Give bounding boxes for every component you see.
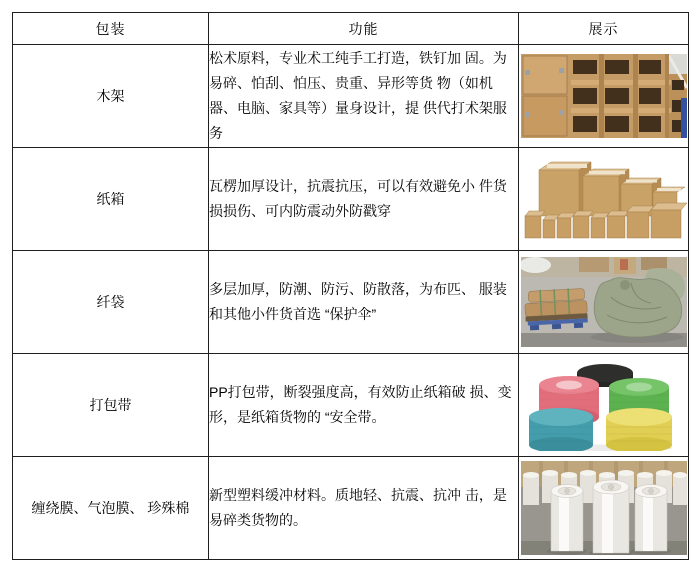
table-row (13, 45, 689, 148)
pp-strapping-rolls-photo (521, 359, 687, 451)
stretch-film-rolls-photo (521, 461, 687, 555)
packaging-name-cell: 缠绕膜、气泡膜、 珍殊棉 (13, 457, 209, 560)
packaging-name-cell: 打包带 (13, 354, 209, 457)
photo-cell (519, 354, 689, 457)
header-row (13, 13, 689, 45)
function-desc-cell: 多层加厚，防潮、防污、防散落，为布匹、 服装和其他小件货首选 “保护伞” (209, 251, 519, 354)
table-row (13, 148, 689, 251)
cardboard-boxes-photo (521, 154, 687, 244)
header-packaging: 包装 (13, 13, 209, 45)
header-display: 展示 (519, 13, 689, 45)
function-desc-cell: PP打包带，断裂强度高，有效防止纸箱破 损、变形，是纸箱货物的 “安全带。 (209, 354, 519, 457)
packaging-table-wrap (12, 12, 689, 560)
photo-cell (519, 45, 689, 148)
photo-cell (519, 457, 689, 560)
header-function: 功能 (209, 13, 519, 45)
packaging-name-cell: 木架 (13, 45, 209, 148)
function-desc-cell: 新型塑料缓冲材料。质地轻、抗震、抗冲 击，是易碎类货物的。 (209, 457, 519, 560)
function-desc-cell: 瓦楞加厚设计，抗震抗压，可以有效避免小 件货损损伤、可内防震动外防戳穿 (209, 148, 519, 251)
table-row (13, 354, 689, 457)
table-row (13, 251, 689, 354)
woven-fiber-bags-photo (521, 257, 687, 347)
packaging-name-cell: 纸箱 (13, 148, 209, 251)
photo-cell (519, 148, 689, 251)
photo-cell (519, 251, 689, 354)
packaging-name-cell: 纤袋 (13, 251, 209, 354)
function-desc-cell: 松术原料，专业术工纯手工打造，铁钉加 固。为易碎、怕刮、怕压、贵重、异形等货 物（如机器、电脑、家具等）量身设计，提 供代打术架服务 (209, 45, 519, 148)
packaging-table (12, 12, 689, 560)
table-row (13, 457, 689, 560)
wooden-crates-photo (521, 54, 687, 138)
